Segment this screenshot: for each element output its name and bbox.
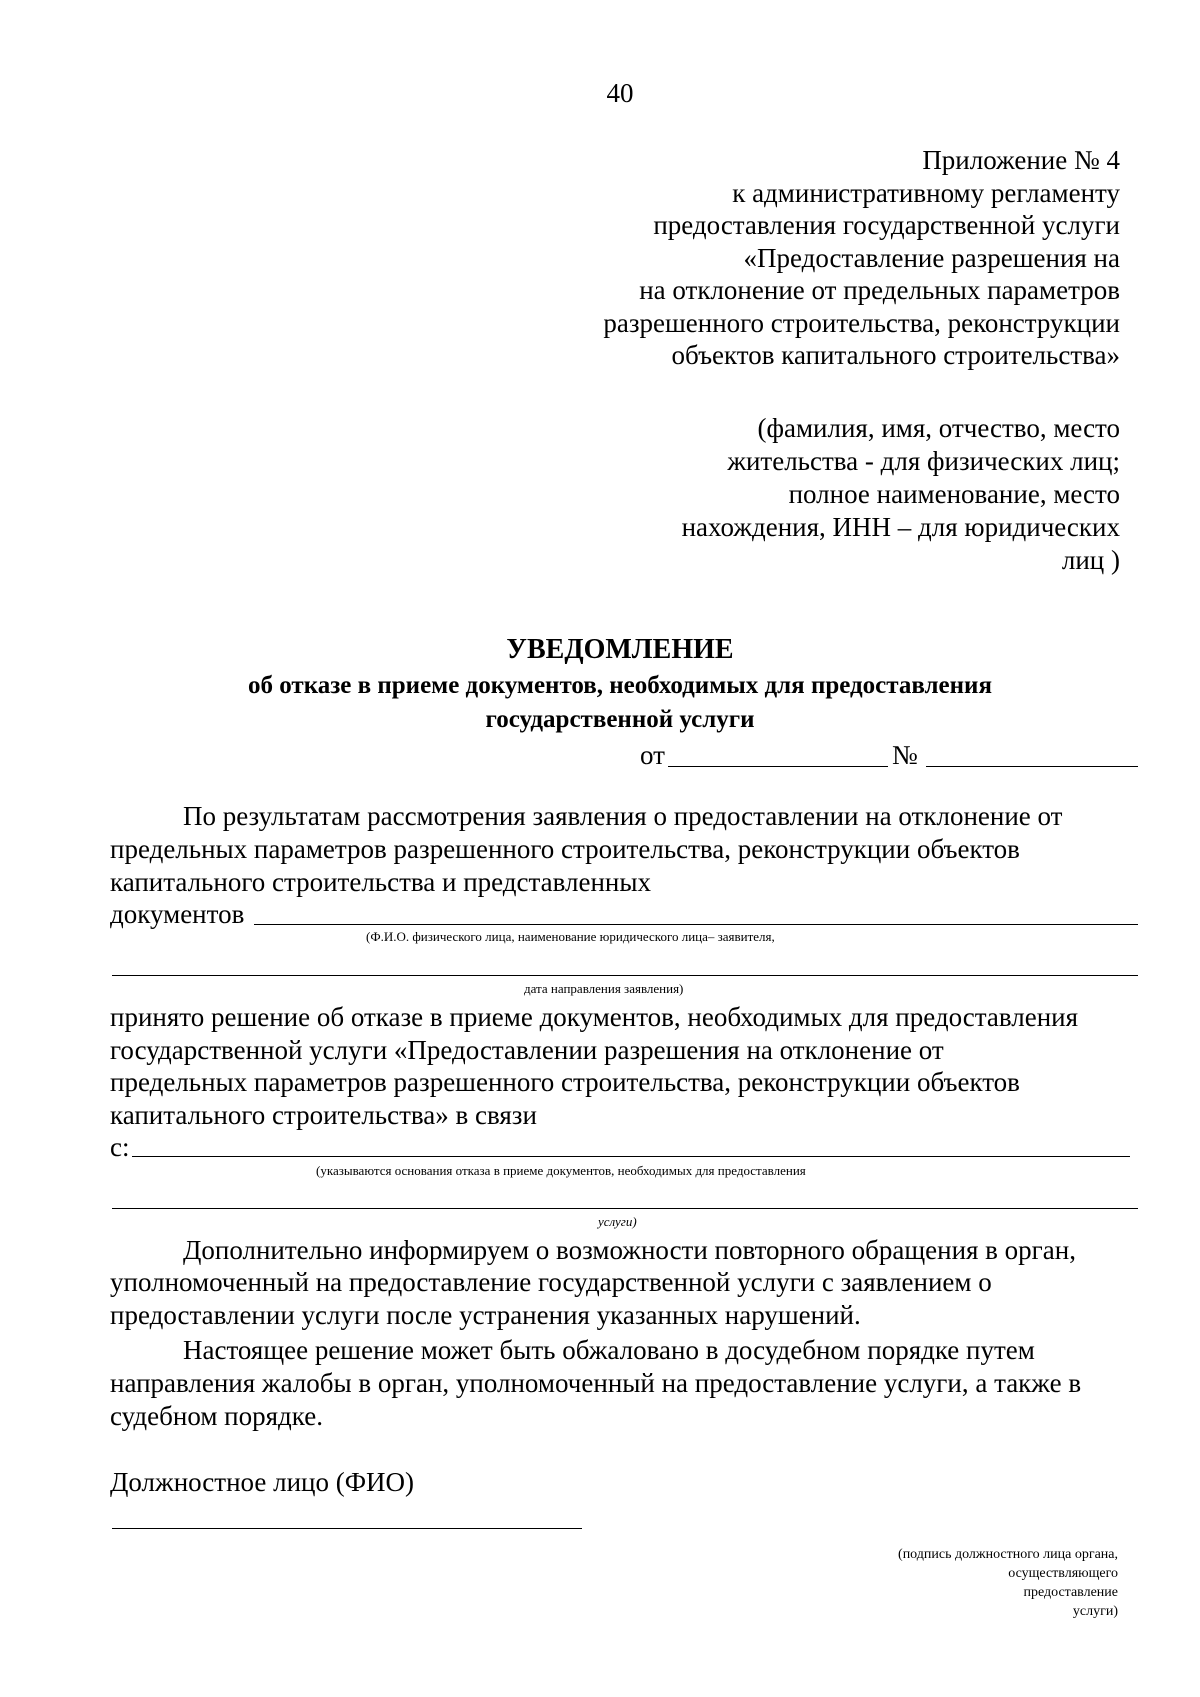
annex-line: «Предоставление разрешения на <box>743 242 1120 273</box>
applicant-date-field-line <box>112 975 1138 976</box>
date-number-row <box>640 740 665 771</box>
paragraph-2-line: государственной услуги «Предоставлении разрешения на отклонение от <box>110 1035 944 1065</box>
annex-line: к административному регламенту <box>732 177 1120 208</box>
signature-note <box>718 1545 1118 1621</box>
number-label: № <box>892 740 918 770</box>
caption-service: услуги) <box>598 1214 637 1229</box>
addressee-line: полное наименование, место <box>788 479 1120 509</box>
addressee-block <box>420 412 1120 577</box>
paragraph-4-line: Настоящее решение может быть обжаловано в досудебном порядке путем <box>183 1335 1035 1365</box>
addressee-line: лиц ) <box>1061 545 1120 575</box>
caption-date: дата направления заявления) <box>524 981 684 996</box>
addressee-line: (фамилия, имя, отчество, место <box>757 413 1120 443</box>
annex-line: предоставления государственной услуги <box>653 210 1120 240</box>
paragraph-2-line: капитального строительства» в связи <box>110 1100 537 1130</box>
number-field-line <box>926 766 1138 767</box>
paragraph-1-line: По результатам рассмотрения заявления о предоставлении на отклонение от <box>183 801 1063 831</box>
document-subtitle <box>0 669 1200 737</box>
paragraph-4-line: судебном порядке. <box>110 1401 323 1431</box>
reason-continued-field-line <box>112 1208 1138 1209</box>
subtitle-line: государственной услуги <box>485 706 755 733</box>
signature-note-line: предоставление <box>1023 1585 1118 1600</box>
paragraph-1-line: документов <box>110 899 245 929</box>
subtitle-line: об отказе в приеме документов, необходимых для предоставления <box>248 672 992 699</box>
signature-note-line: осуществляющего <box>1008 1566 1118 1581</box>
caption-reason: (указываются основания отказа в приеме документов, необходимых для предоставления <box>316 1163 806 1178</box>
annex-block <box>420 144 1120 372</box>
paragraph-2-line: принято решение об отказе в приеме документов, необходимых для предоставления <box>110 1002 1079 1032</box>
annex-line: разрешенного строительства, реконструкции <box>603 307 1120 338</box>
page-number: 40 <box>606 78 634 108</box>
paragraph-1-line: капитального строительства и представленных <box>110 867 652 897</box>
paragraph-2-line: предельных параметров разрешенного строительства, реконструкции объектов <box>110 1067 1020 1097</box>
from-label: от <box>640 740 665 770</box>
paragraph-3-line: предоставлении услуги после устранения указанных нарушений. <box>110 1300 861 1330</box>
paragraph-3-line: Дополнительно информируем о возможности повторного обращения в орган, <box>183 1235 1076 1265</box>
annex-line: Приложение № 4 <box>922 145 1120 175</box>
addressee-line: нахождения, ИНН – для юридических <box>681 512 1120 542</box>
signature-note-line: услуги) <box>1072 1604 1118 1619</box>
addressee-line: жительства - для физических лиц; <box>727 446 1120 476</box>
applicant-field-line <box>254 924 1138 925</box>
caption-applicant: (Ф.И.О. физического лица, наименование юридического лица– заявителя, <box>366 929 775 944</box>
official-label: Должностное лицо (ФИО) <box>110 1467 415 1497</box>
paragraph-1-line: предельных параметров разрешенного строительства, реконструкции объектов <box>110 834 1020 864</box>
paragraph-4-line: направления жалобы в орган, уполномоченный на предоставление услуги, а также в <box>110 1368 1082 1398</box>
signature-note-line: (подпись должностного лица органа, <box>898 1547 1118 1562</box>
paragraph-3-line: уполномоченный на предоставление государственной услуги с заявлением о <box>110 1267 992 1297</box>
paragraph-2-line: с: <box>110 1132 130 1162</box>
annex-line: объектов капитального строительства» <box>671 340 1120 370</box>
date-field-line <box>668 766 888 767</box>
annex-line: на отклонение от предельных параметров <box>639 275 1120 305</box>
signature-field-line <box>112 1528 582 1529</box>
reason-field-line <box>132 1156 1130 1157</box>
document-title: УВЕДОМЛЕНИЕ <box>506 634 734 665</box>
